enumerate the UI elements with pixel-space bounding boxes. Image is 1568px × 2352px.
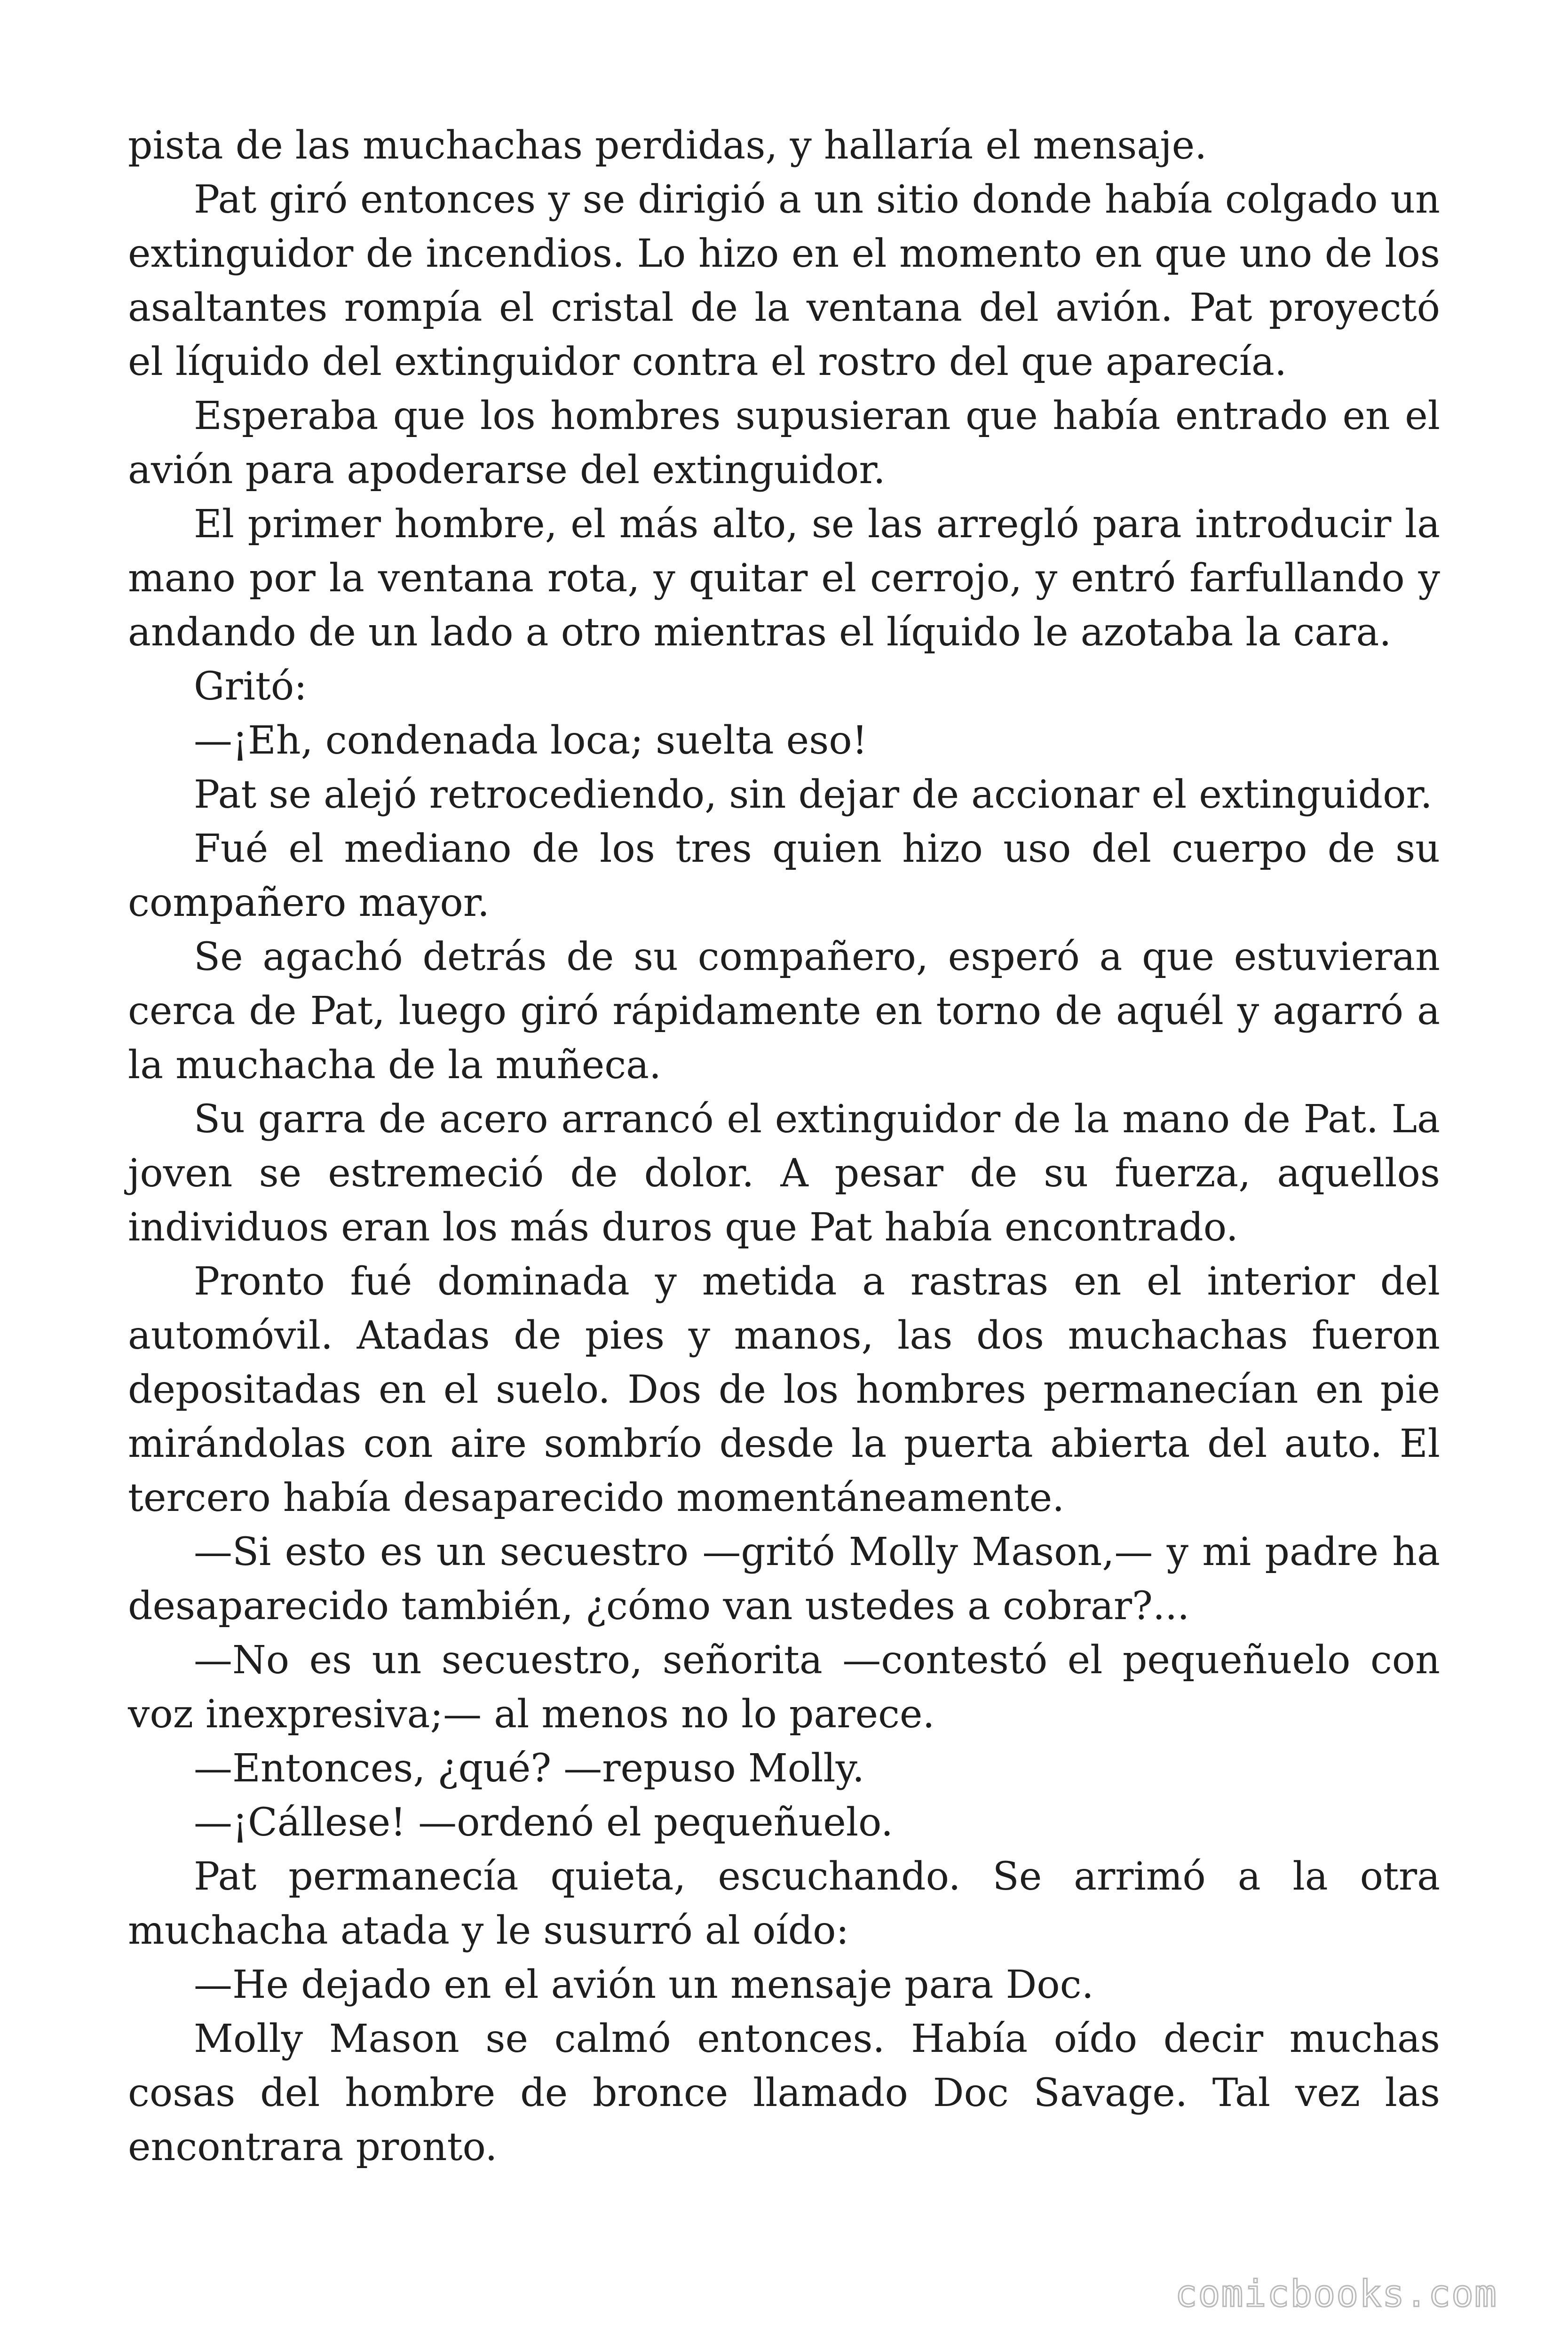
paragraph-dialogue: —Entonces, ¿qué? —repuso Molly.	[194, 1746, 865, 1791]
watermark: comicbooks.com	[1175, 2273, 1497, 2315]
paragraph: Gritó:	[194, 664, 307, 709]
paragraph-continuation: pista de las muchachas perdidas, y hallaría el mensaje.	[128, 123, 1207, 168]
paragraph-dialogue: —He dejado en el avión un mensaje para Doc.	[194, 1963, 1094, 2007]
paragraph: Molly Mason se calmó entonces. Había oído decir muchas cosas del hombre de bronce llamado Doc Savage. Tal vez las encontrara pronto.	[128, 2017, 1440, 2169]
paragraph-dialogue: —¡Eh, condenada loca; suelta eso!	[194, 718, 868, 763]
paragraph: Pat permanecía quieta, escuchando. Se arrimó a la otra muchacha atada y le susurró al oído:	[128, 1854, 1440, 1953]
paragraph: Fué el mediano de los tres quien hizo uso del cuerpo de su compañero mayor.	[128, 826, 1440, 925]
paragraph: El primer hombre, el más alto, se las arregló para introducir la mano por la ventana rota, y quitar el cerrojo, y entró farfullando y andando de un lado a otro mientras el líquido le azotaba la cara.	[128, 502, 1440, 655]
page-body-text	[128, 119, 1440, 2174]
paragraph-dialogue: —Si esto es un secuestro —gritó Molly Mason,— y mi padre ha desaparecido también, ¿cómo van ustedes a cobrar?...	[128, 1530, 1440, 1629]
paragraph: Pronto fué dominada y metida a rastras en el interior del automóvil. Atadas de pies y manos, las dos muchachas fueron depositadas en el suelo. Dos de los hombres permanecían en pie mirándolas con aire sombrío desde la puerta abierta del auto. El tercero había desaparecido momentáneamente.	[128, 1259, 1440, 1520]
paragraph: Se agachó detrás de su compañero, esperó a que estuvieran cerca de Pat, luego giró rápidamente en torno de aquél y agarró a la muchacha de la muñeca.	[128, 935, 1440, 1088]
paragraph-dialogue: —¡Cállese! —ordenó el pequeñuelo.	[194, 1800, 894, 1845]
paragraph: Pat giró entonces y se dirigió a un sitio donde había colgado un extinguidor de incendios. Lo hizo en el momento en que uno de los asaltantes rompía el cristal de la ventana del avión. Pat proyectó el líquido del extinguidor contra el rostro del que aparecía.	[128, 177, 1440, 384]
paragraph: Su garra de acero arrancó el extinguidor de la mano de Pat. La joven se estremeció de dolor. A pesar de su fuerza, aquellos individuos eran los más duros que Pat había encontrado.	[128, 1097, 1440, 1250]
paragraph-dialogue: —No es un secuestro, señorita —contestó el pequeñuelo con voz inexpresiva;— al menos no lo parece.	[128, 1638, 1440, 1737]
paragraph: Pat se alejó retrocediendo, sin dejar de accionar el extinguidor.	[194, 772, 1433, 817]
paragraph: Esperaba que los hombres supusieran que había entrado en el avión para apoderarse del extinguidor.	[128, 394, 1440, 493]
